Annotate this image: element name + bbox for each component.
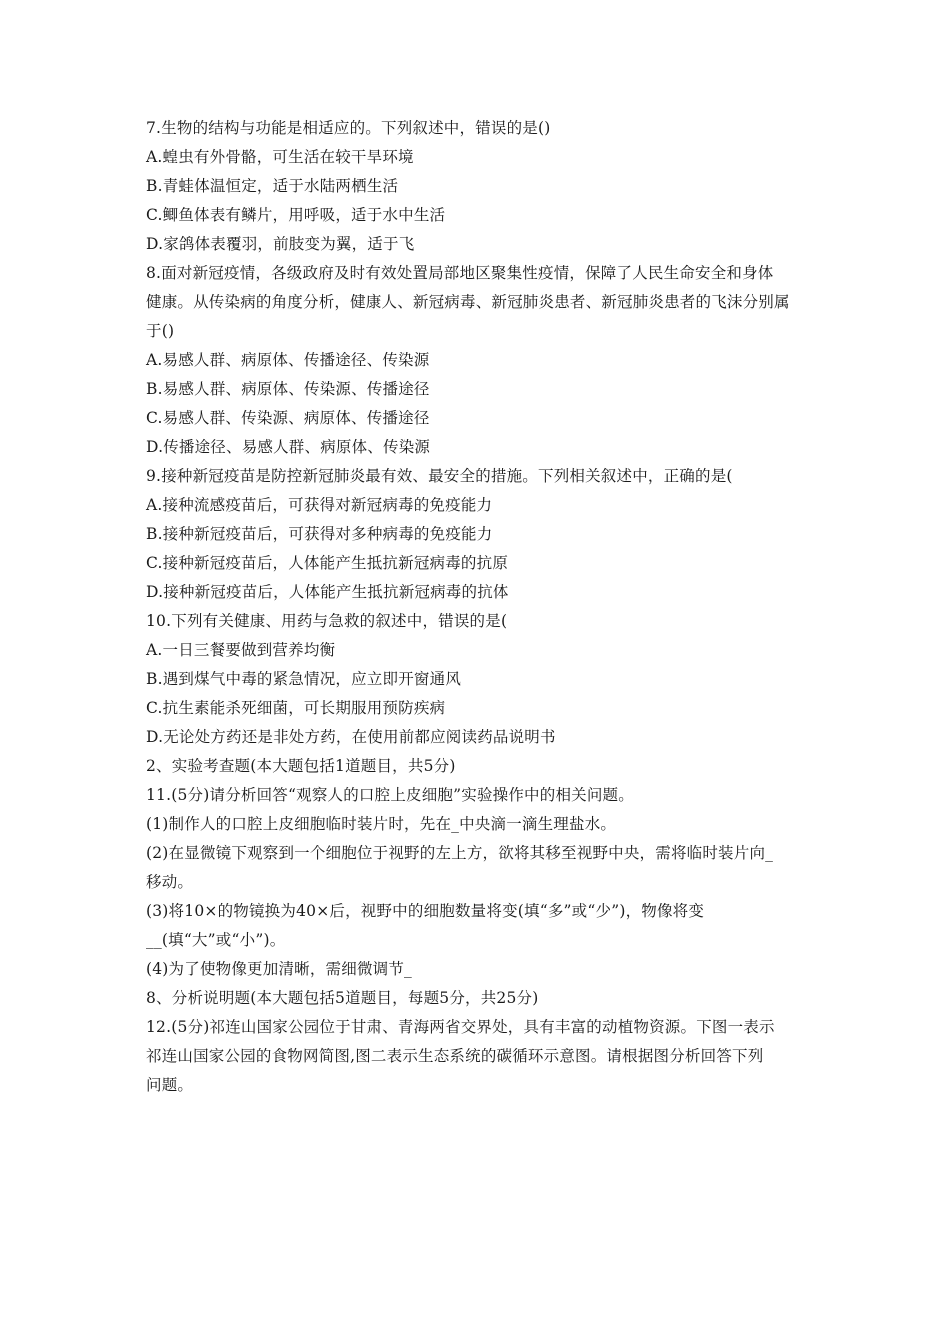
question-11-part-1: (1)制作人的口腔上皮细胞临时装片时，先在_中央滴一滴生理盐水。	[146, 815, 617, 833]
question-11-part-4: (4)为了使物像更加清晰，需细微调节_	[146, 960, 413, 978]
document-body	[146, 114, 818, 1100]
question-8-stem-line-3: 于()	[146, 322, 175, 340]
question-8-option-b: B.易感人群、病原体、传染源、传播途径	[146, 380, 430, 398]
question-7-stem: 7.生物的结构与功能是相适应的。下列叙述中，错误的是()	[146, 119, 551, 137]
question-10-option-a: A.一日三餐要做到营养均衡	[146, 641, 336, 659]
question-8-stem-line-1: 8.面对新冠疫情，各级政府及时有效处置局部地区聚集性疫情，保障了人民生命安全和身体	[146, 264, 774, 282]
question-8-stem-line-2: 健康。从传染病的角度分析，健康人、新冠病毒、新冠肺炎患者、新冠肺炎患者的飞沫分别属	[146, 293, 790, 311]
question-9-option-d: D.接种新冠疫苗后，人体能产生抵抗新冠病毒的抗体	[146, 583, 509, 601]
question-8-option-c: C.易感人群、传染源、病原体、传播途径	[146, 409, 430, 427]
question-12-stem-line-2: 祁连山国家公园的食物网简图,图二表示生态系统的碳循环示意图。请根据图分析回答下列	[146, 1047, 764, 1065]
question-10-option-c: C.抗生素能杀死细菌，可长期服用预防疾病	[146, 699, 446, 717]
question-9-option-b: B.接种新冠疫苗后，可获得对多种病毒的免疫能力	[146, 525, 493, 543]
question-9-option-a: A.接种流感疫苗后，可获得对新冠病毒的免疫能力	[146, 496, 493, 514]
question-11-stem: 11.(5分)请分析回答“观察人的口腔上皮细胞”实验操作中的相关问题。	[146, 786, 634, 804]
question-9-option-c: C.接种新冠疫苗后，人体能产生抵抗新冠病毒的抗原	[146, 554, 509, 572]
question-8-option-d: D.传播途径、易感人群、病原体、传染源	[146, 438, 431, 456]
question-7-option-b: B.青蛙体温恒定，适于水陆两栖生活	[146, 177, 399, 195]
question-8-option-a: A.易感人群、病原体、传播途径、传染源	[146, 351, 430, 369]
question-10-option-d: D.无论处方药还是非处方药，在使用前都应阅读药品说明书	[146, 728, 556, 746]
question-11-part-2-line-2: 移动。	[146, 873, 194, 891]
question-11-part-2-line-1: (2)在显微镜下观察到一个细胞位于视野的左上方，欲将其移至视野中央，需将临时装片向_	[146, 844, 774, 862]
question-7-option-a: A.蝗虫有外骨骼，可生活在较干旱环境	[146, 148, 414, 166]
question-7-option-d: D.家鸽体表覆羽，前肢变为翼，适于飞	[146, 235, 415, 253]
section-heading-analysis: 8、分析说明题(本大题包括5道题目，每题5分，共25分)	[146, 989, 539, 1007]
question-12-stem-line-3: 问题。	[146, 1076, 194, 1094]
question-11-part-3-line-1: (3)将10×的物镜换为40×后，视野中的细胞数量将变(填“多”或“少”)，物像将变	[146, 902, 705, 920]
section-heading-experiment: 2、实验考查题(本大题包括1道题目，共5分)	[146, 757, 456, 775]
question-10-stem: 10.下列有关健康、用药与急救的叙述中，错误的是(	[146, 612, 508, 630]
question-7-option-c: C.鲫鱼体表有鳞片，用呼吸，适于水中生活	[146, 206, 446, 224]
question-9-stem: 9.接种新冠疫苗是防控新冠肺炎最有效、最安全的措施。下列相关叙述中，正确的是(	[146, 467, 733, 485]
question-10-option-b: B.遇到煤气中毒的紧急情况，应立即开窗通风	[146, 670, 462, 688]
question-11-part-3-line-2: __(填“大”或“小”)。	[146, 931, 286, 949]
question-12-stem-line-1: 12.(5分)祁连山国家公园位于甘肃、青海两省交界处，具有丰富的动植物资源。下图一表示	[146, 1018, 775, 1036]
